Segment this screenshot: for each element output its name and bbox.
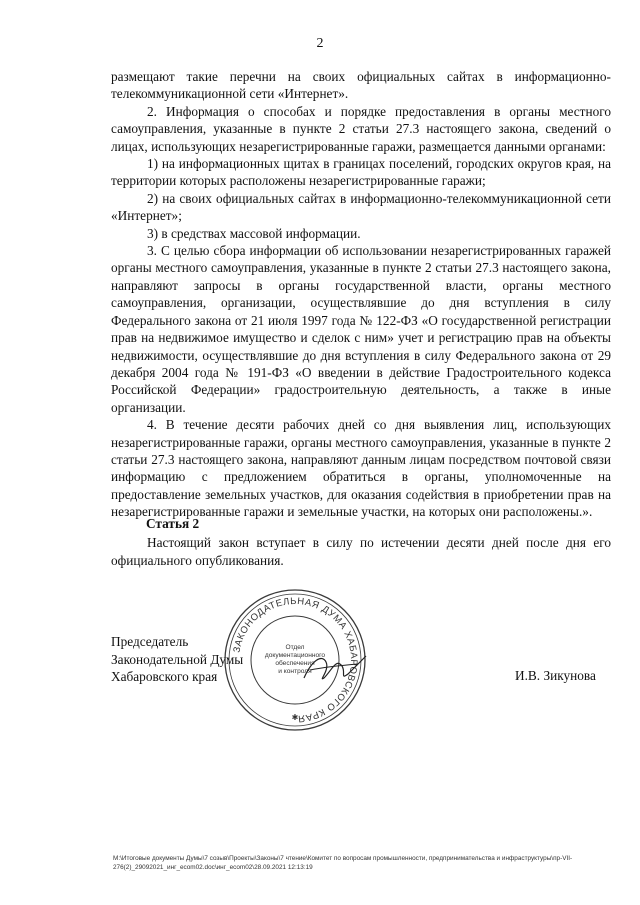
paragraph-3: 3. С целью сбора информации об использовании незарегистрированных гаражей органы местного самоуправления, указанные в пункте 2 статьи 27.3 настоящего закона, направляют запросы в органы государственной власти, органы местного самоуправления, организации, осуществлявшие до дня вступления в силу Федерального закона от 21 июля 1997 года № 122-ФЗ «О государственной регистрации прав на недвижимое имущество и сделок с ним» учет и регистрацию прав на объекты недвижимости, осуществлявшие до дня вступления в силу Федерального закона от 29 декабря 2004 года № 191-ФЗ «О введении в действие Градостроительного кодекса Российской Федерации» градостроительную деятельность, а также в иные организации.: [111, 243, 611, 415]
signatory-title-line: Хабаровского края: [111, 669, 218, 684]
stamp-center-line: документационного: [264, 652, 326, 659]
paragraph-2: 2. Информация о способах и порядке предоставления в органы местного самоуправления, указанные в пункте 2 статьи 27.3 настоящего закона, сведений о лицах, использующих незарегистрированные гаражи, размещается данными органами:: [111, 103, 611, 154]
stamp-center-line: обеспечения: [275, 660, 315, 667]
signatory-title-line: Законодательной Думы: [111, 651, 244, 667]
stamp-center-line: Отдел: [285, 644, 305, 651]
article-2-text: Настоящий закон вступает в силу по истечении десяти дней после дня его официального опубликования.: [111, 535, 611, 568]
stamp-ring-text: ЗАКОНОДАТЕЛЬНАЯ ДУМА ХАБАРОВСКОГО КРАЯ: [231, 595, 360, 725]
paragraph-continuation: размещают такие перечни на своих официальных сайтах в информационно-телекоммуникационной сети «Интернет».: [111, 69, 611, 102]
signatory-title-line: Председатель: [111, 634, 189, 649]
paragraph-4: 4. В течение десяти рабочих дней со дня выявления лиц, использующих незарегистрированные гаражи, органы местного самоуправления, указанные в пункте 2 статьи 27.3 настоящего закона, направляют данным лицам посредством почтовой связи информацию с предложением обратиться в органы, уполномоченные на предоставление земельных участков, для оказания содействия в приобретении прав на незарегистрированные гаражи и земельные участки, на которых они расположены.».: [111, 417, 611, 520]
article-2-heading: Статья 2: [146, 516, 200, 531]
handwritten-signature: [300, 648, 370, 688]
paragraph-2-item-1: 1) на информационных щитах в границах поселений, городских округов края, на территории которых расположены незарегистрированные гаражи;: [111, 156, 611, 189]
page-number: 2: [316, 36, 324, 51]
paragraph-2-item-2: 2) на своих официальных сайтах в информационно-телекоммуникационной сети «Интернет»;: [111, 190, 611, 224]
stamp-center-line: и контроля: [278, 668, 312, 675]
file-path-footer: M:\Итоговые документы Думы\7 созыв\Проекты\Законы\7 чтение\Комитет по вопросам промышленности, предпринимательства и инфраструктуры\пр-VII-276(2)_29092021_инг_ecom02.doc\инг_ecom02\28.09.2021 12:13:19: [113, 855, 573, 871]
law-body: [111, 68, 611, 521]
paragraph-2-item-3: 3) в средствах массовой информации.: [147, 225, 361, 241]
stamp-star-icon: ✱: [291, 713, 299, 722]
signer-name: И.В. Зикунова: [515, 668, 596, 683]
